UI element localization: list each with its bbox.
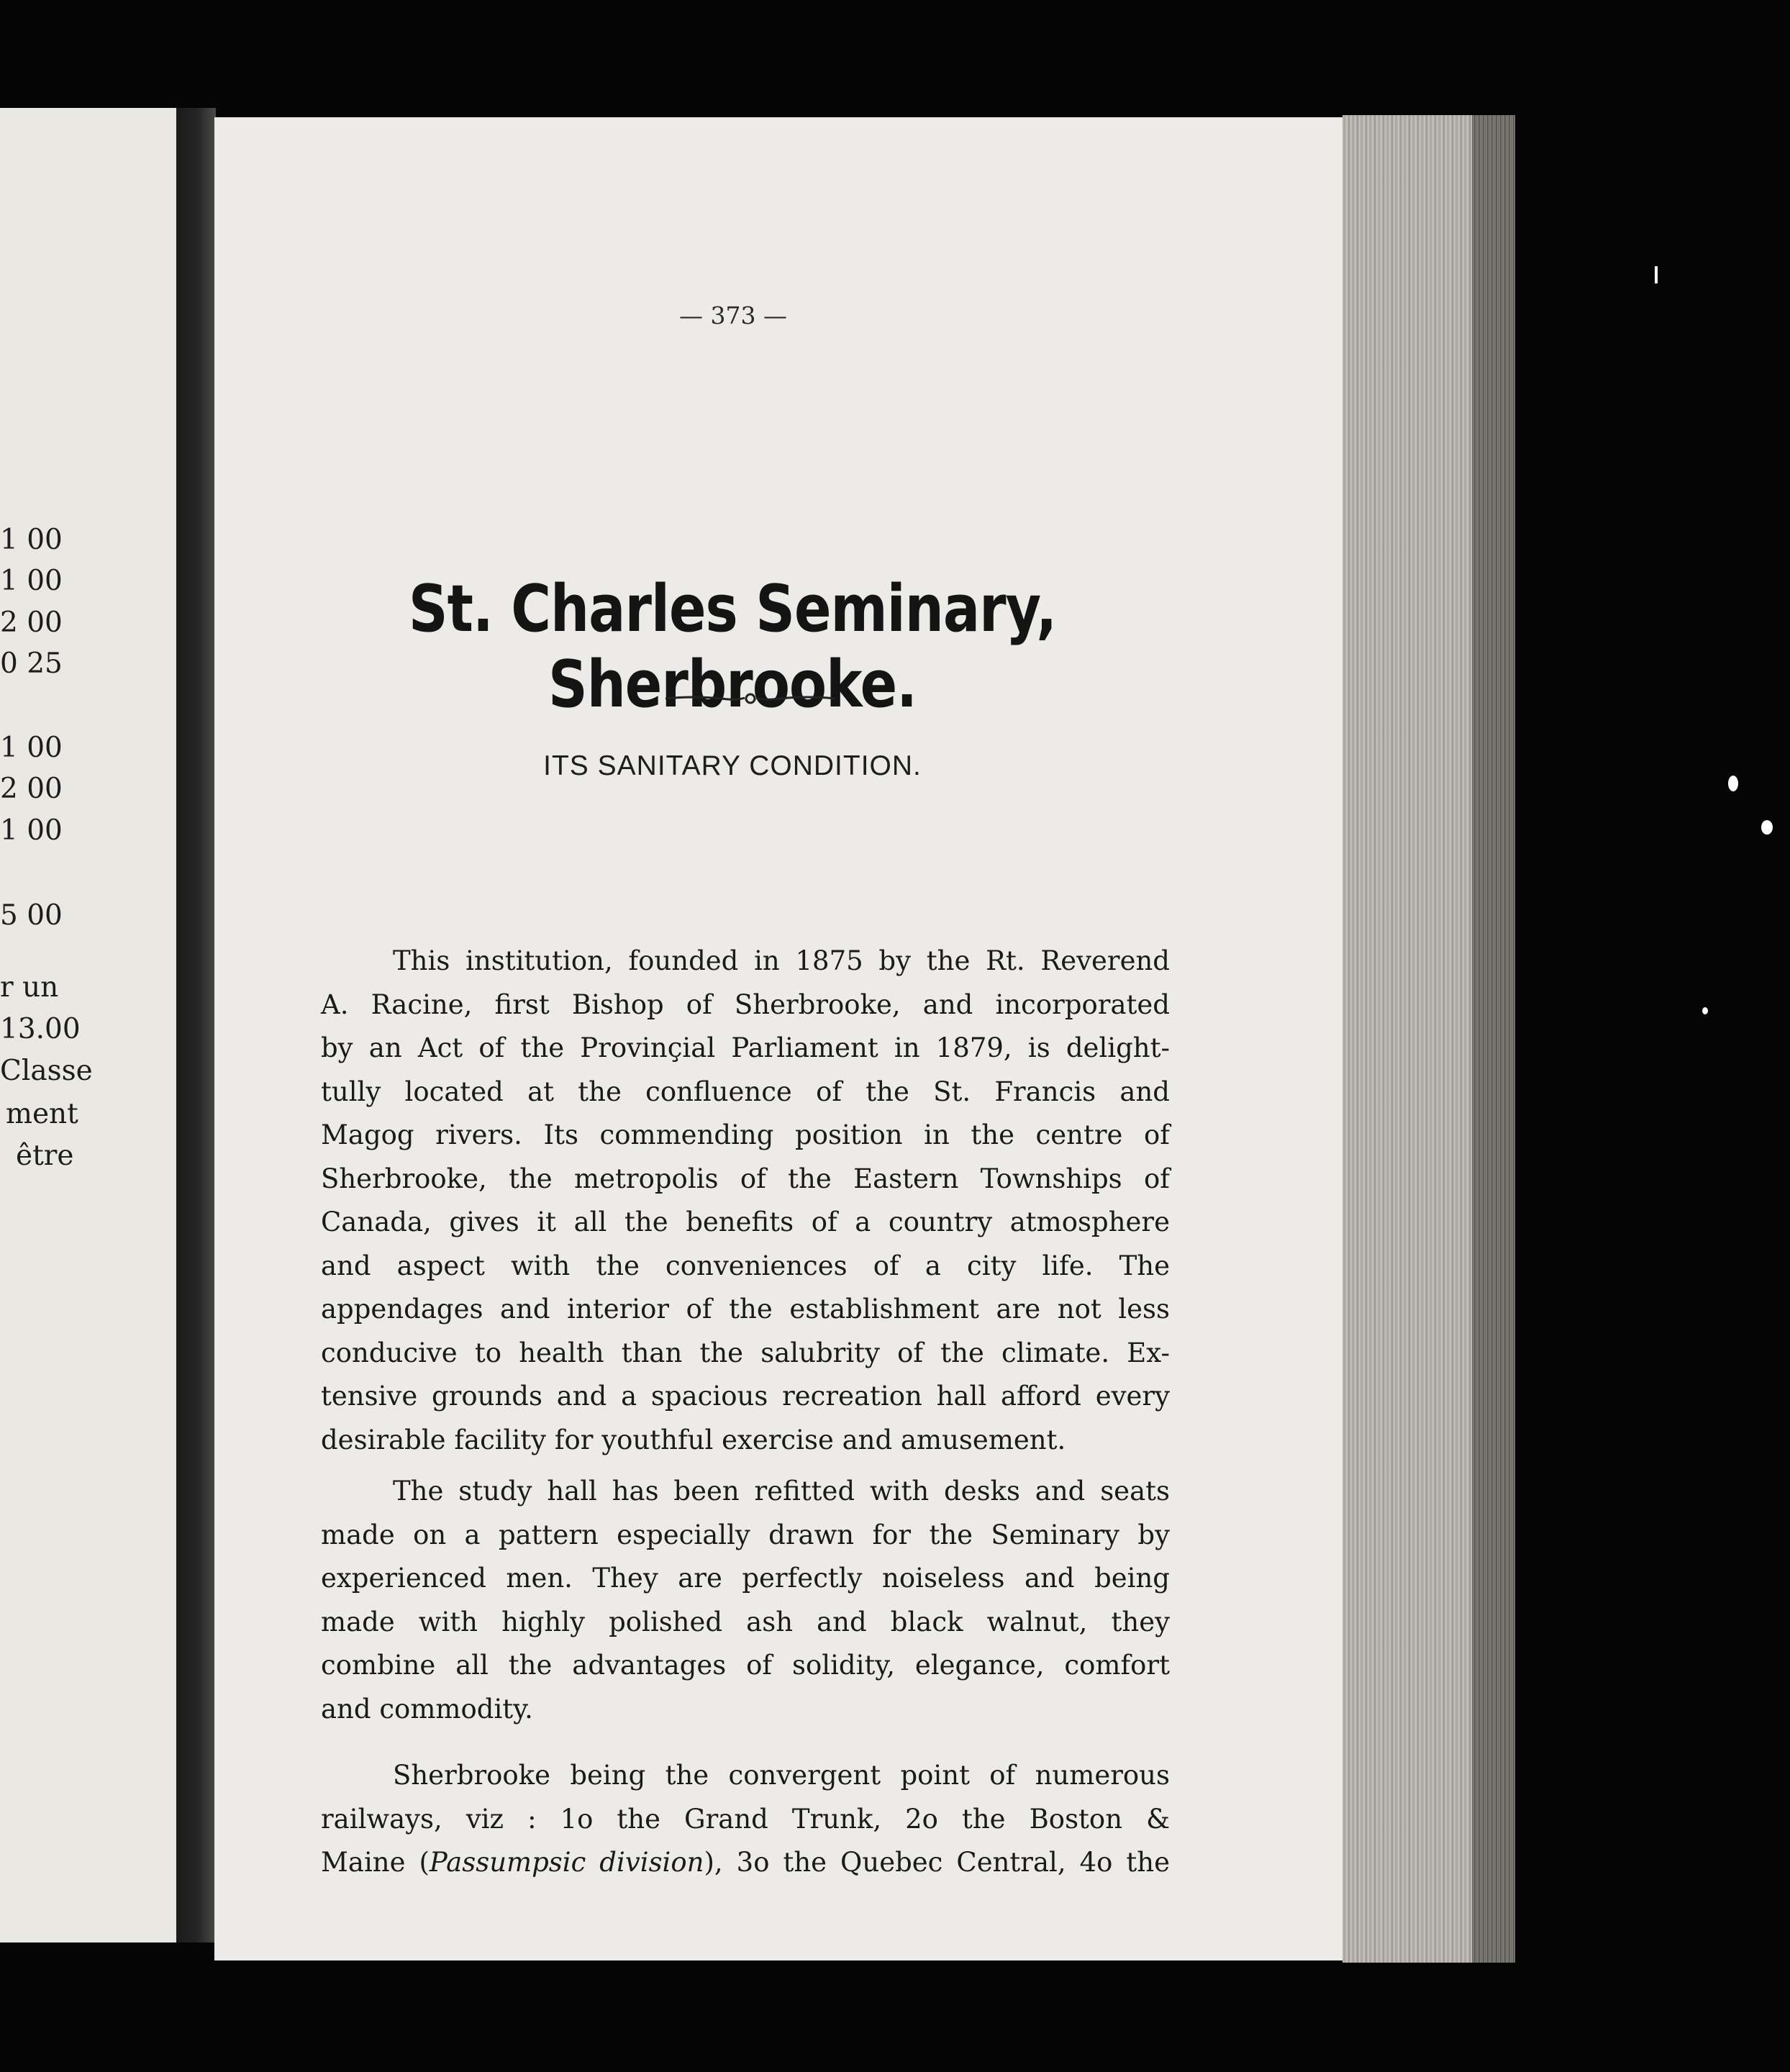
book-page	[214, 117, 1345, 1960]
amount: 0 25	[0, 648, 63, 680]
book-gutter	[176, 108, 216, 1942]
left-facing-page	[0, 108, 176, 1942]
amount: 1 00	[0, 524, 63, 556]
text-line: by an Act of the Provinçial Parliament in 1879, is delight-	[321, 1032, 1170, 1063]
text-line: This institution, founded in 1875 by the Rt. Reverend	[393, 945, 1170, 976]
amount: 5 00	[0, 899, 63, 932]
text-line: tully located at the confluence of the St. Francis and	[321, 1076, 1170, 1107]
text-line: A. Racine, first Bishop of Sherbrooke, and incorporated	[321, 989, 1170, 1020]
text-line: made on a pattern especially drawn for the Seminary by	[321, 1519, 1170, 1550]
text-segment: Maine (	[321, 1847, 430, 1878]
page-title: St. Charles Seminary, Sherbrooke.	[408, 571, 1057, 722]
text-line: Sherbrooke being the convergent point of numerous	[393, 1760, 1170, 1791]
text-line: Sherbrooke, the metropolis of the Eastern Townships of	[321, 1163, 1170, 1194]
text-line: desirable facility for youthful exercise and amusement.	[321, 1424, 1066, 1455]
scan-speck	[1761, 820, 1773, 835]
scan-speck	[1728, 776, 1738, 791]
page-stack-edge	[1342, 115, 1515, 1963]
text-fragment: ment	[6, 1098, 78, 1130]
text-line: and commodity.	[321, 1693, 533, 1725]
paragraph-1	[321, 940, 1170, 1462]
amount: 2 00	[0, 606, 63, 639]
text-line: conducive to health than the salubrity of the climate. Ex-	[321, 1337, 1170, 1368]
italic-segment: Passumpsic division	[429, 1847, 704, 1878]
text-line: Canada, gives it all the benefits of a country atmosphere	[321, 1207, 1170, 1237]
ornament-divider-icon	[664, 684, 837, 713]
text-fragment: Classe	[0, 1055, 93, 1087]
text-fragment: être	[16, 1140, 74, 1172]
text-line: experienced men. They are perfectly noiseless and being	[321, 1563, 1170, 1594]
text-line: appendages and interior of the establishment are not less	[321, 1294, 1170, 1324]
text-line: made with highly polished ash and black walnut, they	[321, 1606, 1170, 1637]
amount: 1 00	[0, 732, 63, 764]
page-number: — 373 —	[679, 301, 787, 330]
text-line: railways, viz : 1o the Grand Trunk, 2o the Boston &	[321, 1803, 1170, 1835]
amount: 1 00	[0, 814, 63, 847]
paragraph-3	[321, 1754, 1170, 1885]
text-line: combine all the advantages of solidity, elegance, comfort	[321, 1650, 1170, 1681]
paragraph-2	[321, 1470, 1170, 1731]
text-fragment: 13.00	[0, 1013, 81, 1045]
scan-speck	[1655, 266, 1658, 283]
text-fragment: r un	[0, 971, 59, 1004]
text-line: Magog rivers. Its commending position in the centre of	[321, 1119, 1170, 1150]
scan-speck	[1702, 1007, 1708, 1014]
text-line: The study hall has been refitted with desks and seats	[393, 1476, 1170, 1507]
text-line: and aspect with the conveniences of a city life. The	[321, 1250, 1170, 1281]
text-line: tensive grounds and a spacious recreation hall afford every	[321, 1381, 1170, 1412]
amount: 1 00	[0, 565, 63, 597]
text-segment: ), 3o the Quebec Central, 4o the	[704, 1847, 1170, 1878]
amount: 2 00	[0, 773, 63, 805]
section-subtitle: ITS SANITARY CONDITION.	[543, 750, 922, 781]
text-line	[321, 1841, 1170, 1885]
